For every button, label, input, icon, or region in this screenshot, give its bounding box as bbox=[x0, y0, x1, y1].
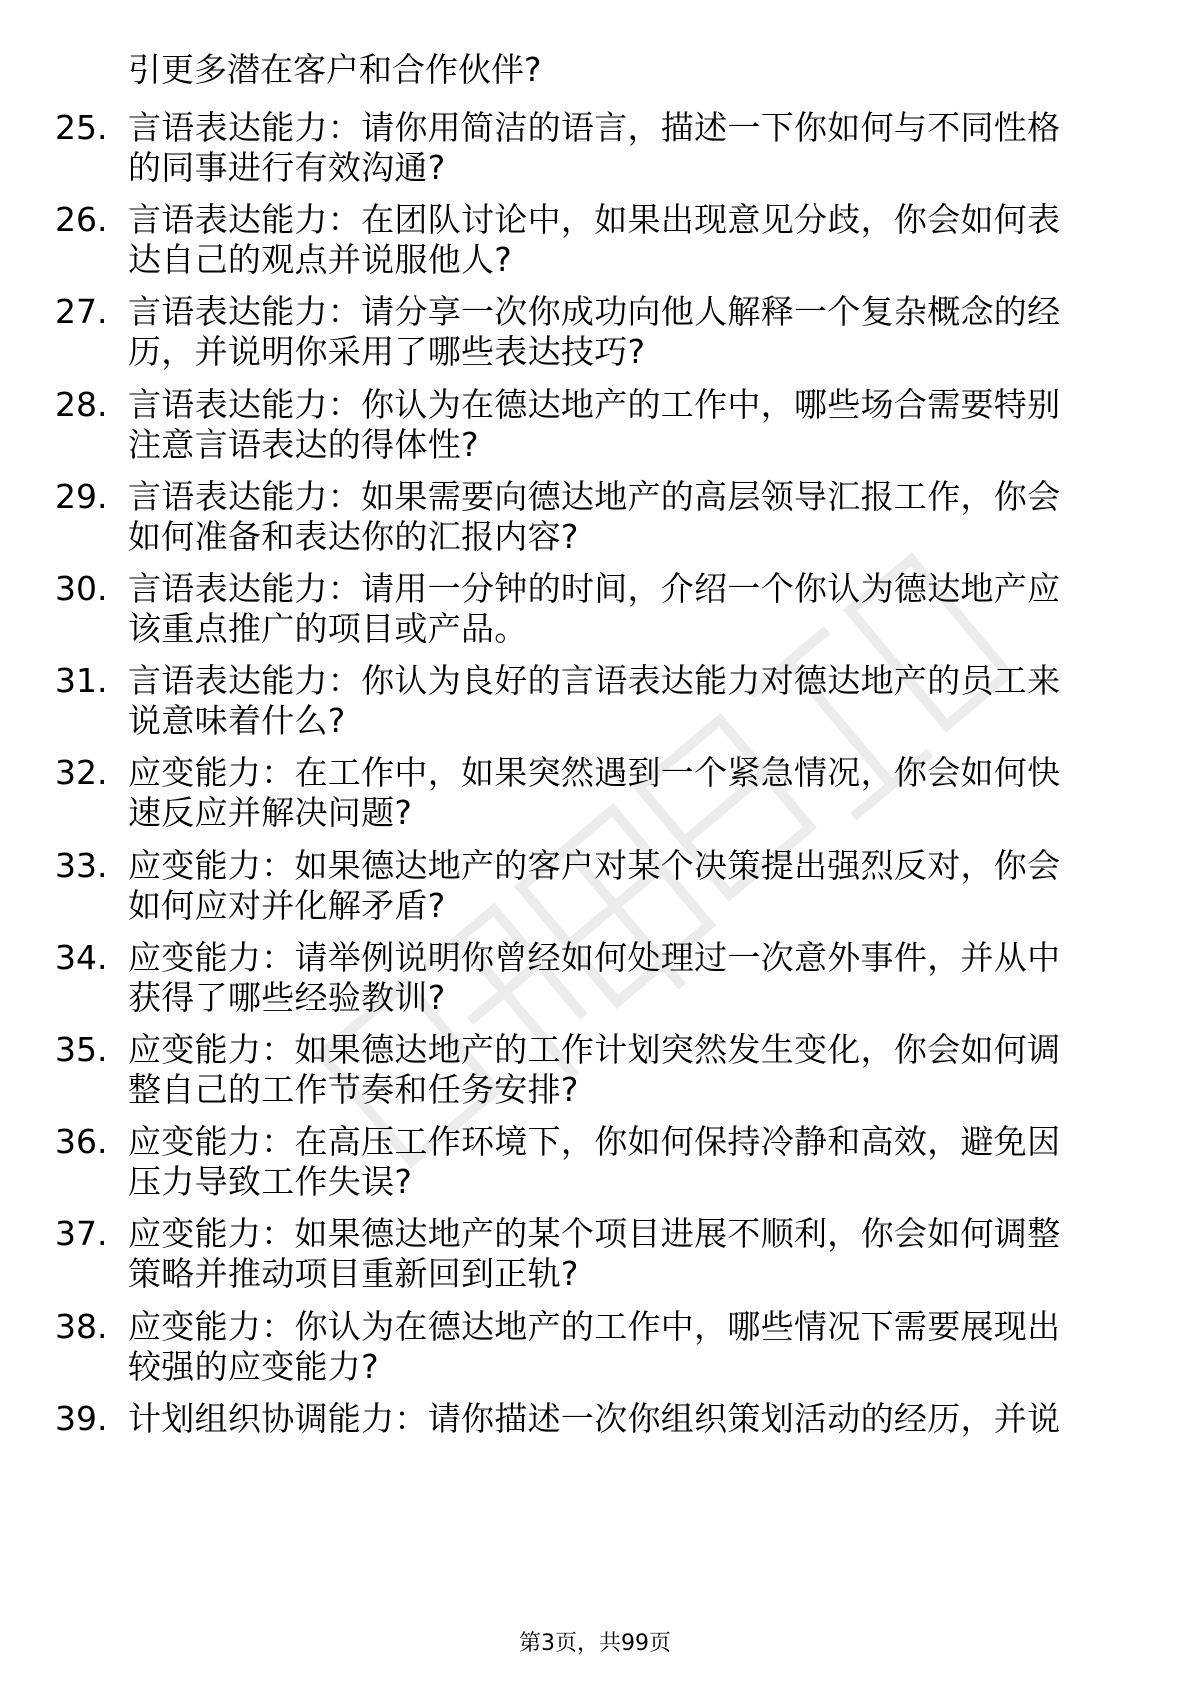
item-text bbox=[128, 1399, 1108, 1439]
continuation-line: 引更多潜在客户和合作伙伴? bbox=[128, 50, 542, 89]
item-text-line: 应变能力：在高压工作环境下，你如何保持冷静和高效，避免因 bbox=[128, 1122, 1061, 1162]
item-text-line: 说意味着什么? bbox=[128, 701, 346, 741]
item-text-line: 应变能力：请举例说明你曾经如何处理过一次意外事件，并从中 bbox=[128, 937, 1061, 977]
item-text bbox=[128, 292, 1108, 372]
item-text-line: 言语表达能力：请分享一次你成功向他人解释一个复杂概念的经 bbox=[128, 292, 1061, 332]
item-text-line: 压力导致工作失误? bbox=[128, 1162, 413, 1202]
list-item bbox=[0, 1214, 1190, 1314]
list-item bbox=[0, 1307, 1190, 1407]
item-text-line: 历，并说明你采用了哪些表达技巧? bbox=[128, 332, 646, 372]
item-number: 38. bbox=[55, 1306, 108, 1346]
item-text-line: 应变能力：你认为在德达地产的工作中，哪些情况下需要展现出 bbox=[128, 1306, 1061, 1346]
item-text-line: 言语表达能力：请你用简洁的语言，描述一下你如何与不同性格 bbox=[128, 108, 1061, 147]
list-item bbox=[0, 569, 1190, 669]
list-item bbox=[0, 1122, 1190, 1222]
item-number: 26. bbox=[55, 200, 108, 240]
item-text bbox=[128, 477, 1108, 557]
item-text bbox=[128, 108, 1108, 188]
item-number: 35. bbox=[55, 1030, 108, 1069]
item-text bbox=[128, 569, 1108, 649]
item-text bbox=[128, 1030, 1108, 1110]
item-text-line: 言语表达能力：你认为在德达地产的工作中，哪些场合需要特别 bbox=[128, 384, 1061, 424]
item-text bbox=[128, 753, 1108, 833]
page-footer: 第3页，共99页 bbox=[519, 1631, 671, 1656]
item-text-line: 达自己的观点并说服他人? bbox=[128, 240, 513, 280]
item-number: 39. bbox=[55, 1398, 108, 1438]
list-item bbox=[0, 108, 1190, 208]
item-text-line: 注意言语表达的得体性? bbox=[128, 424, 479, 464]
item-number: 27. bbox=[55, 292, 108, 332]
item-text-line: 应变能力：如果德达地产的工作计划突然发生变化，你会如何调 bbox=[128, 1030, 1061, 1069]
item-text-line: 应变能力：如果德达地产的客户对某个决策提出强烈反对，你会 bbox=[128, 845, 1061, 885]
item-number: 30. bbox=[55, 569, 108, 608]
list-item bbox=[0, 661, 1190, 761]
item-text bbox=[128, 1214, 1108, 1294]
item-text-line: 速反应并解决问题? bbox=[128, 793, 413, 833]
item-number: 25. bbox=[55, 108, 108, 147]
item-text-line: 应变能力：在工作中，如果突然遇到一个紧急情况，你会如何快 bbox=[128, 753, 1061, 793]
list-item bbox=[0, 1399, 1190, 1499]
list-item bbox=[0, 200, 1190, 300]
item-number: 29. bbox=[55, 476, 108, 516]
list-item bbox=[0, 385, 1190, 485]
item-text bbox=[128, 846, 1108, 926]
item-text bbox=[128, 200, 1108, 280]
item-text-line: 获得了哪些经验教训? bbox=[128, 977, 446, 1017]
item-text-line: 整自己的工作节奏和任务安排? bbox=[128, 1070, 579, 1109]
list-item bbox=[0, 753, 1190, 853]
item-text-line: 应变能力：如果德达地产的某个项目进展不顺利，你会如何调整 bbox=[128, 1214, 1061, 1254]
item-text-line: 计划组织协调能力：请你描述一次你组织策划活动的经历，并说 bbox=[128, 1398, 1061, 1438]
item-text bbox=[128, 1307, 1108, 1387]
item-number: 31. bbox=[55, 661, 108, 701]
item-text-line: 如何应对并化解矛盾? bbox=[128, 885, 446, 925]
list-item bbox=[0, 292, 1190, 392]
item-number: 28. bbox=[55, 384, 108, 424]
item-text bbox=[128, 1122, 1108, 1202]
item-number: 33. bbox=[55, 845, 108, 885]
item-text bbox=[128, 938, 1108, 1018]
item-text-line: 言语表达能力：你认为良好的言语表达能力对德达地产的员工来 bbox=[128, 661, 1061, 701]
item-text-line: 的同事进行有效沟通? bbox=[128, 148, 446, 187]
item-text-line: 言语表达能力：请用一分钟的时间，介绍一个你认为德达地产应 bbox=[128, 569, 1061, 608]
item-number: 32. bbox=[55, 753, 108, 793]
item-number: 34. bbox=[55, 937, 108, 977]
item-text-line: 如何准备和表达你的汇报内容? bbox=[128, 516, 579, 556]
item-text-line: 较强的应变能力? bbox=[128, 1346, 379, 1386]
item-text bbox=[128, 385, 1108, 465]
list-item bbox=[0, 938, 1190, 1038]
item-text-line: 言语表达能力：在团队讨论中，如果出现意见分歧，你会如何表 bbox=[128, 200, 1061, 240]
item-text-line: 策略并推动项目重新回到正轨? bbox=[128, 1254, 579, 1294]
item-text-line: 言语表达能力：如果需要向德达地产的高层领导汇报工作，你会 bbox=[128, 476, 1061, 516]
item-text bbox=[128, 661, 1108, 741]
list-item bbox=[0, 846, 1190, 946]
list-item bbox=[0, 1030, 1190, 1130]
item-text-line: 该重点推广的项目或产品。 bbox=[128, 609, 528, 648]
item-number: 37. bbox=[55, 1214, 108, 1254]
item-number: 36. bbox=[55, 1122, 108, 1162]
list-item bbox=[0, 477, 1190, 577]
